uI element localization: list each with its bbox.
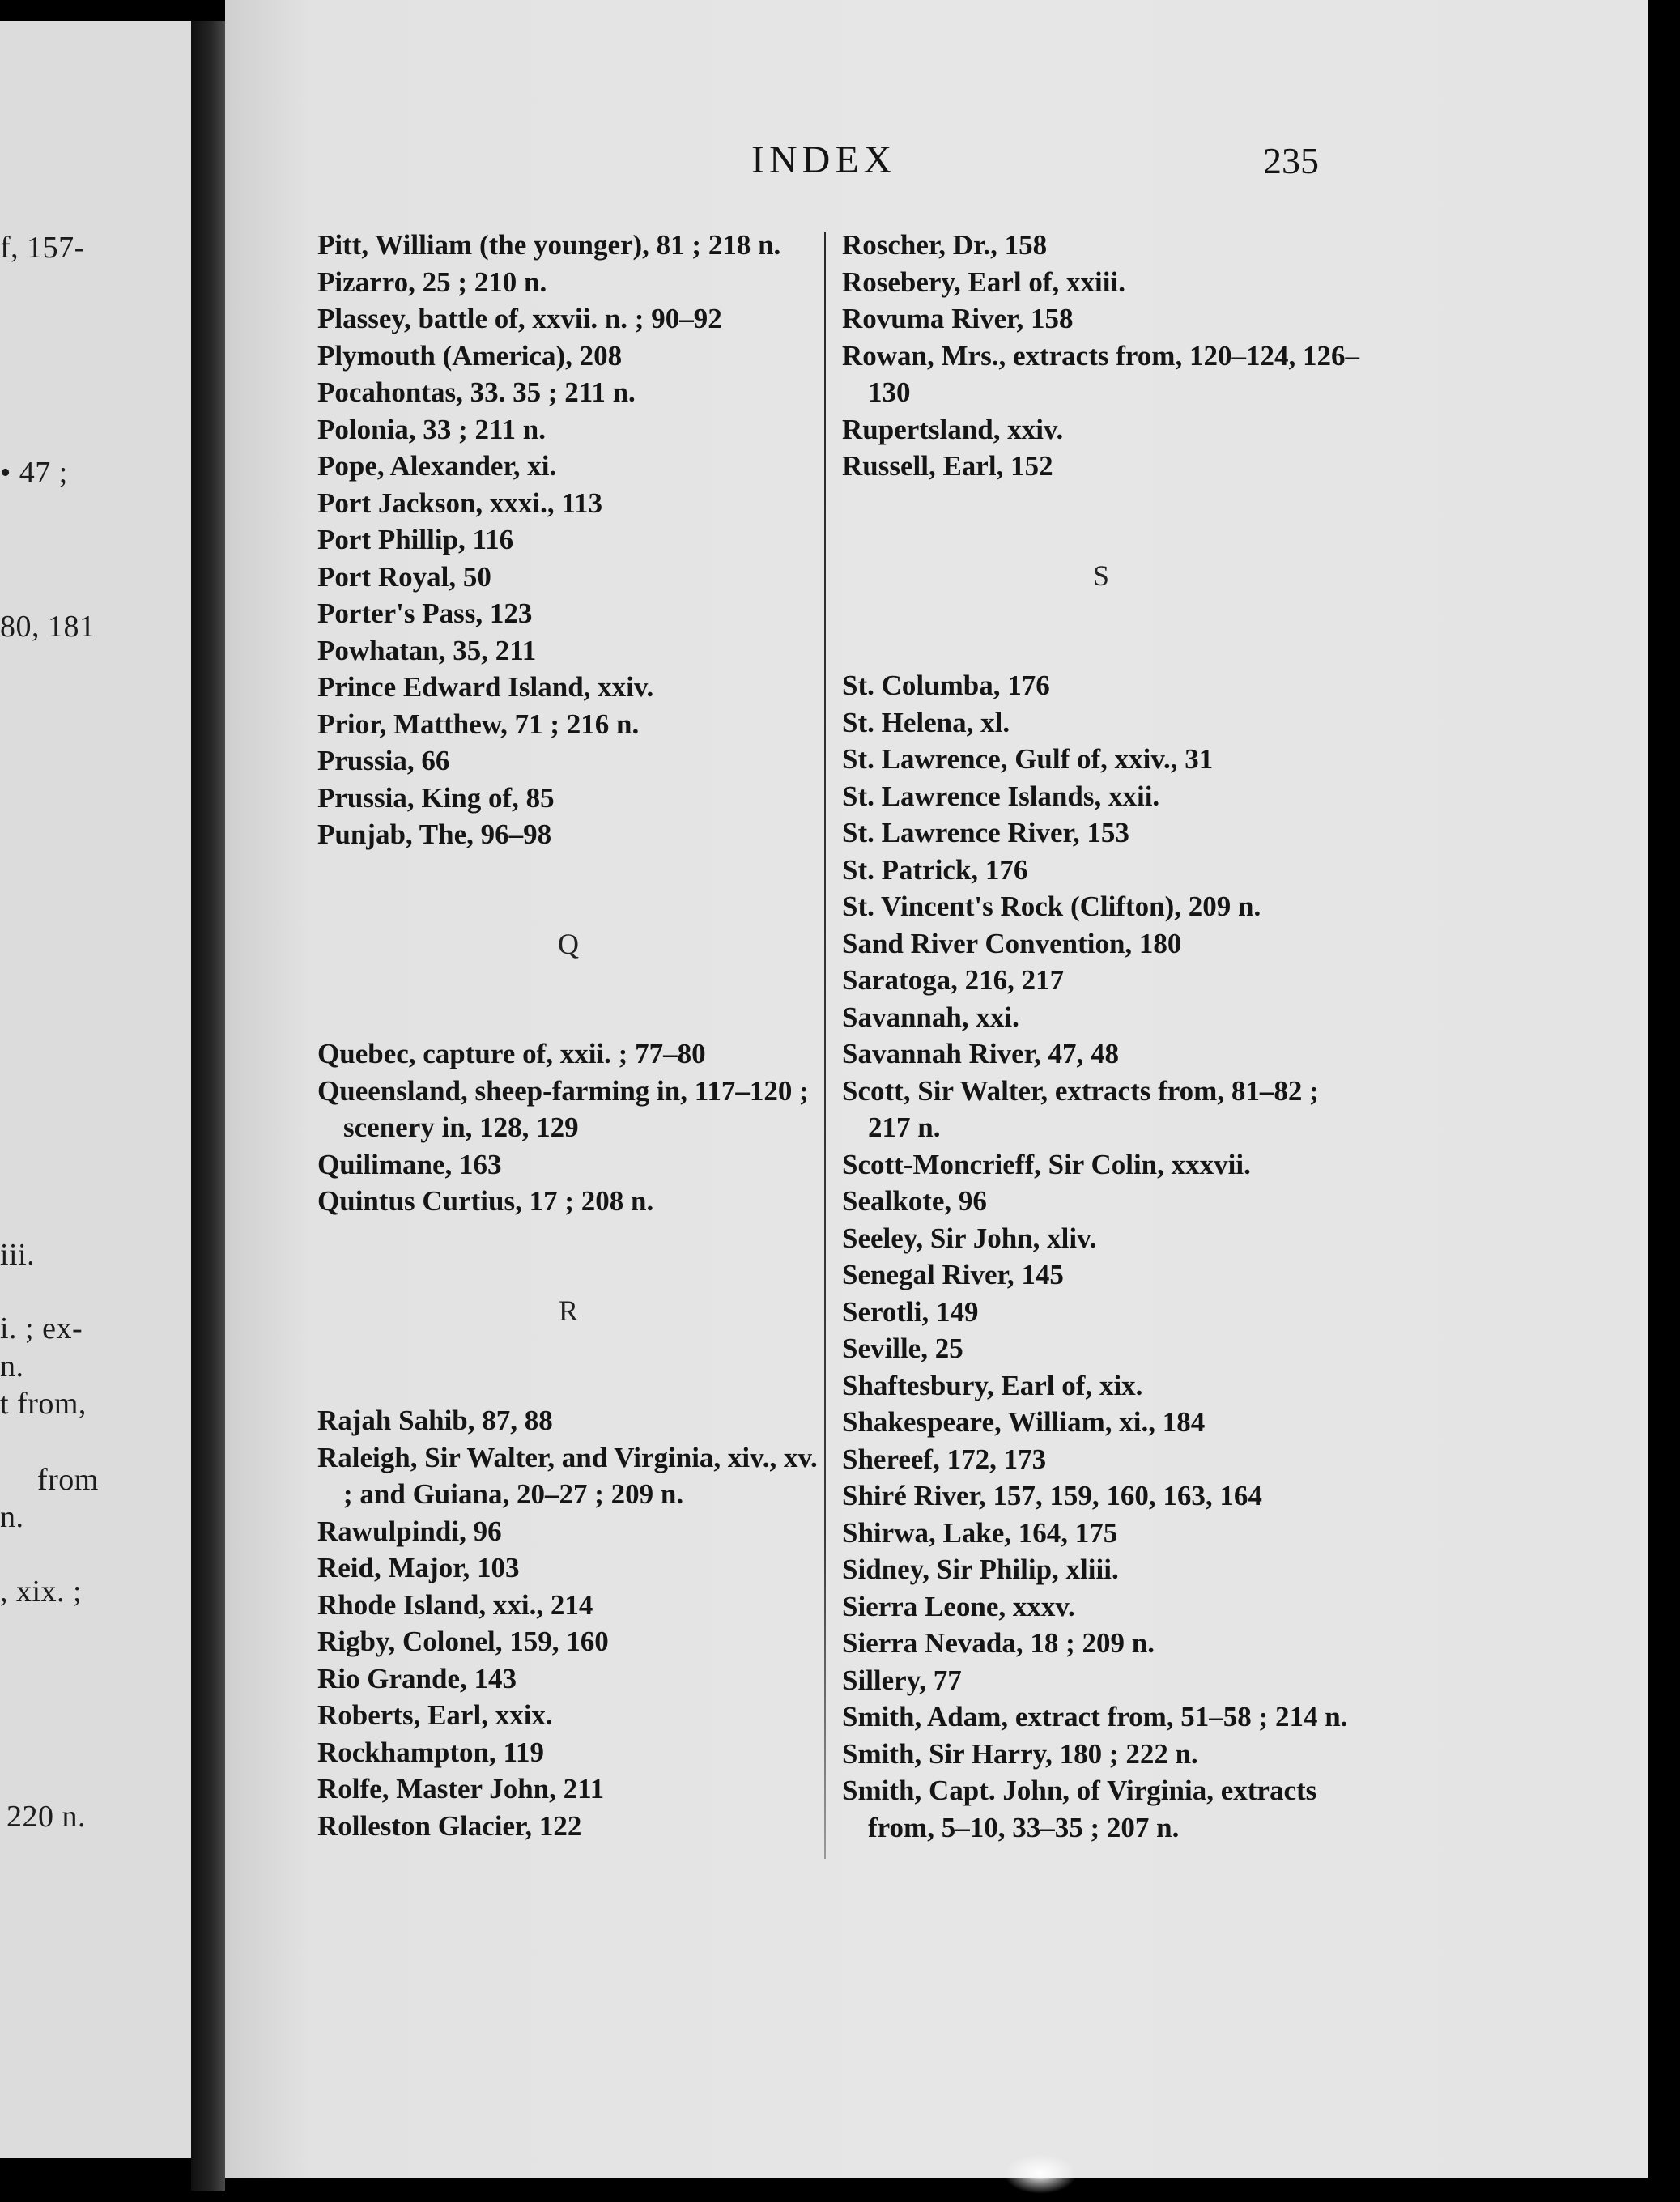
index-entry: Pocahontas, 33. 35 ; 211 n. [317,376,636,408]
index-entry: Shirwa, Lake, 164, 175 [842,1516,1118,1549]
left-page-fragment: n. [0,1500,24,1534]
index-entry: Rosebery, Earl of, xxiii. [842,266,1125,298]
index-entry: Scott, Sir Walter, extracts from, 81–82 ; 217 n. [842,1074,1319,1143]
index-entry: Plymouth (America), 208 [317,339,623,372]
left-page-fragment: i. ; ex- [0,1311,83,1345]
section-heading-s: S [1092,559,1110,592]
column-divider-rule [824,232,826,1859]
index-entry: Powhatan, 35, 211 [317,634,537,666]
index-entry: Rovuma River, 158 [842,303,1074,334]
index-section-r-continued [842,227,1360,485]
index-entry: Port Royal, 50 [317,560,491,593]
index-section-q [317,1035,819,1220]
index-entry: Shiré River, 157, 159, 160, 163, 164 [842,1480,1262,1511]
left-page-fragment: 220 n. [6,1800,86,1834]
index-entry: Quintus Curtius, 17 ; 208 n. [317,1185,654,1217]
index-entry: Rajah Sahib, 87, 88 [317,1405,553,1436]
index-entry: Rhode Island, xxi., 214 [317,1588,593,1621]
index-entry: Prince Edward Island, xxiv. [317,671,654,703]
index-entry: Sillery, 77 [842,1664,962,1696]
index-entry: Sierra Nevada, 18 ; 209 n. [842,1627,1155,1659]
index-entry: Savannah, xxi. [842,1001,1019,1033]
index-entry: Savannah River, 47, 48 [842,1038,1119,1069]
index-section-p [317,227,819,853]
left-page-fragment: • 47 ; [0,456,68,490]
index-entry: Raleigh, Sir Walter, and Virginia, xiv., xv. ; and Guiana, 20–27 ; 209 n. [317,1441,818,1510]
left-page-fragment: , xix. ; [0,1575,83,1609]
scanner-light-glare [1004,2153,1077,2194]
index-entry: Scott-Moncrieff, Sir Colin, xxxvii. [842,1148,1251,1180]
left-page-fragment: from [37,1463,99,1497]
index-entry: Smith, Capt. John, of Virginia, extracts from, 5–10, 33–35 ; 207 n. [842,1775,1317,1843]
page-number: 235 [1263,140,1319,181]
index-entry: Shereef, 172, 173 [842,1443,1047,1475]
left-page-fragment: t from, [0,1387,87,1421]
index-entry: Rolleston Glacier, 122 [317,1809,582,1842]
index-entry: Shakespeare, William, xi., 184 [842,1406,1206,1438]
index-entry: Roscher, Dr., 158 [842,229,1048,261]
index-column-left [317,227,819,1844]
index-entry: Seville, 25 [842,1333,963,1364]
index-entry: Rigby, Colonel, 159, 160 [317,1626,609,1657]
index-entry: Prussia, 66 [317,745,450,776]
index-entry: Saratoga, 216, 217 [842,964,1065,996]
index-entry: Polonia, 33 ; 211 n. [317,413,546,445]
index-entry: St. Lawrence River, 153 [842,817,1129,848]
index-entry: Plassey, battle of, xxvii. n. ; 90–92 [317,303,722,334]
index-entry: Rio Grande, 143 [317,1662,517,1694]
index-entry: Sidney, Sir Philip, xliii. [842,1554,1119,1585]
index-entry: Rolfe, Master John, 211 [317,1773,605,1805]
index-entry: St. Vincent's Rock (Clifton), 209 n. [842,891,1261,922]
index-entry: Pitt, William (the younger), 81 ; 218 n. [317,229,781,261]
index-entry: Serotli, 149 [842,1295,979,1328]
index-entry: Rockhampton, 119 [317,1736,545,1768]
index-entry: St. Patrick, 176 [842,853,1028,886]
index-entry: Rupertsland, xxiv. [842,413,1064,445]
index-entry: St. Helena, xl. [842,706,1010,738]
index-entry: Port Phillip, 116 [317,524,514,555]
index-entry: Prior, Matthew, 71 ; 216 n. [317,708,640,740]
index-entry: Roberts, Earl, xxix. [317,1699,553,1731]
index-entry: Prussia, King of, 85 [317,781,555,814]
index-entry: St. Lawrence, Gulf of, xxiv., 31 [842,743,1214,775]
left-page-edge [0,21,191,2158]
index-entry: Pizarro, 25 ; 210 n. [317,266,547,298]
section-heading-r: R [558,1294,578,1327]
index-entry: Sealkote, 96 [842,1185,987,1217]
index-entry: Sierra Leone, xxxv. [842,1590,1075,1622]
left-page-fragment: n. [0,1350,24,1384]
index-entry: Quebec, capture of, xxii. ; 77–80 [317,1038,706,1069]
index-entry: Quilimane, 163 [317,1148,502,1180]
index-entry: Russell, Earl, 152 [842,450,1053,482]
index-entry: Reid, Major, 103 [317,1552,520,1583]
index-entry: Seeley, Sir John, xliv. [842,1222,1097,1254]
index-entry: Rowan, Mrs., extracts from, 120–124, 126–130 [842,339,1359,408]
left-page-fragment: f, 157- [0,231,85,265]
index-entry: Sand River Convention, 180 [842,927,1182,959]
running-head-title: INDEX [751,138,897,181]
index-column-right [842,227,1360,1846]
book-spine-shadow [191,21,225,2191]
index-entry: St. Columba, 176 [842,670,1050,701]
index-entry: Queensland, sheep-farming in, 117–120 ; scenery in, 128, 129 [317,1074,809,1143]
index-entry: Punjab, The, 96–98 [317,818,552,850]
index-section-r [317,1402,819,1844]
index-entry: St. Lawrence Islands, xxii. [842,780,1160,812]
left-page-fragment: 80, 181 [0,610,96,644]
index-entry: Smith, Sir Harry, 180 ; 222 n. [842,1737,1198,1770]
index-entry: Rawulpindi, 96 [317,1515,502,1547]
index-entry: Senegal River, 145 [842,1259,1064,1290]
index-entry: Porter's Pass, 123 [317,597,533,629]
section-heading-q: Q [558,927,579,960]
index-entry: Pope, Alexander, xi. [317,450,557,482]
index-section-s [842,667,1360,1846]
index-entry: Port Jackson, xxxi., 113 [317,487,602,519]
index-entry: Shaftesbury, Earl of, xix. [842,1369,1143,1401]
index-entry: Smith, Adam, extract from, 51–58 ; 214 n. [842,1701,1348,1732]
left-page-fragment: iii. [0,1238,36,1272]
